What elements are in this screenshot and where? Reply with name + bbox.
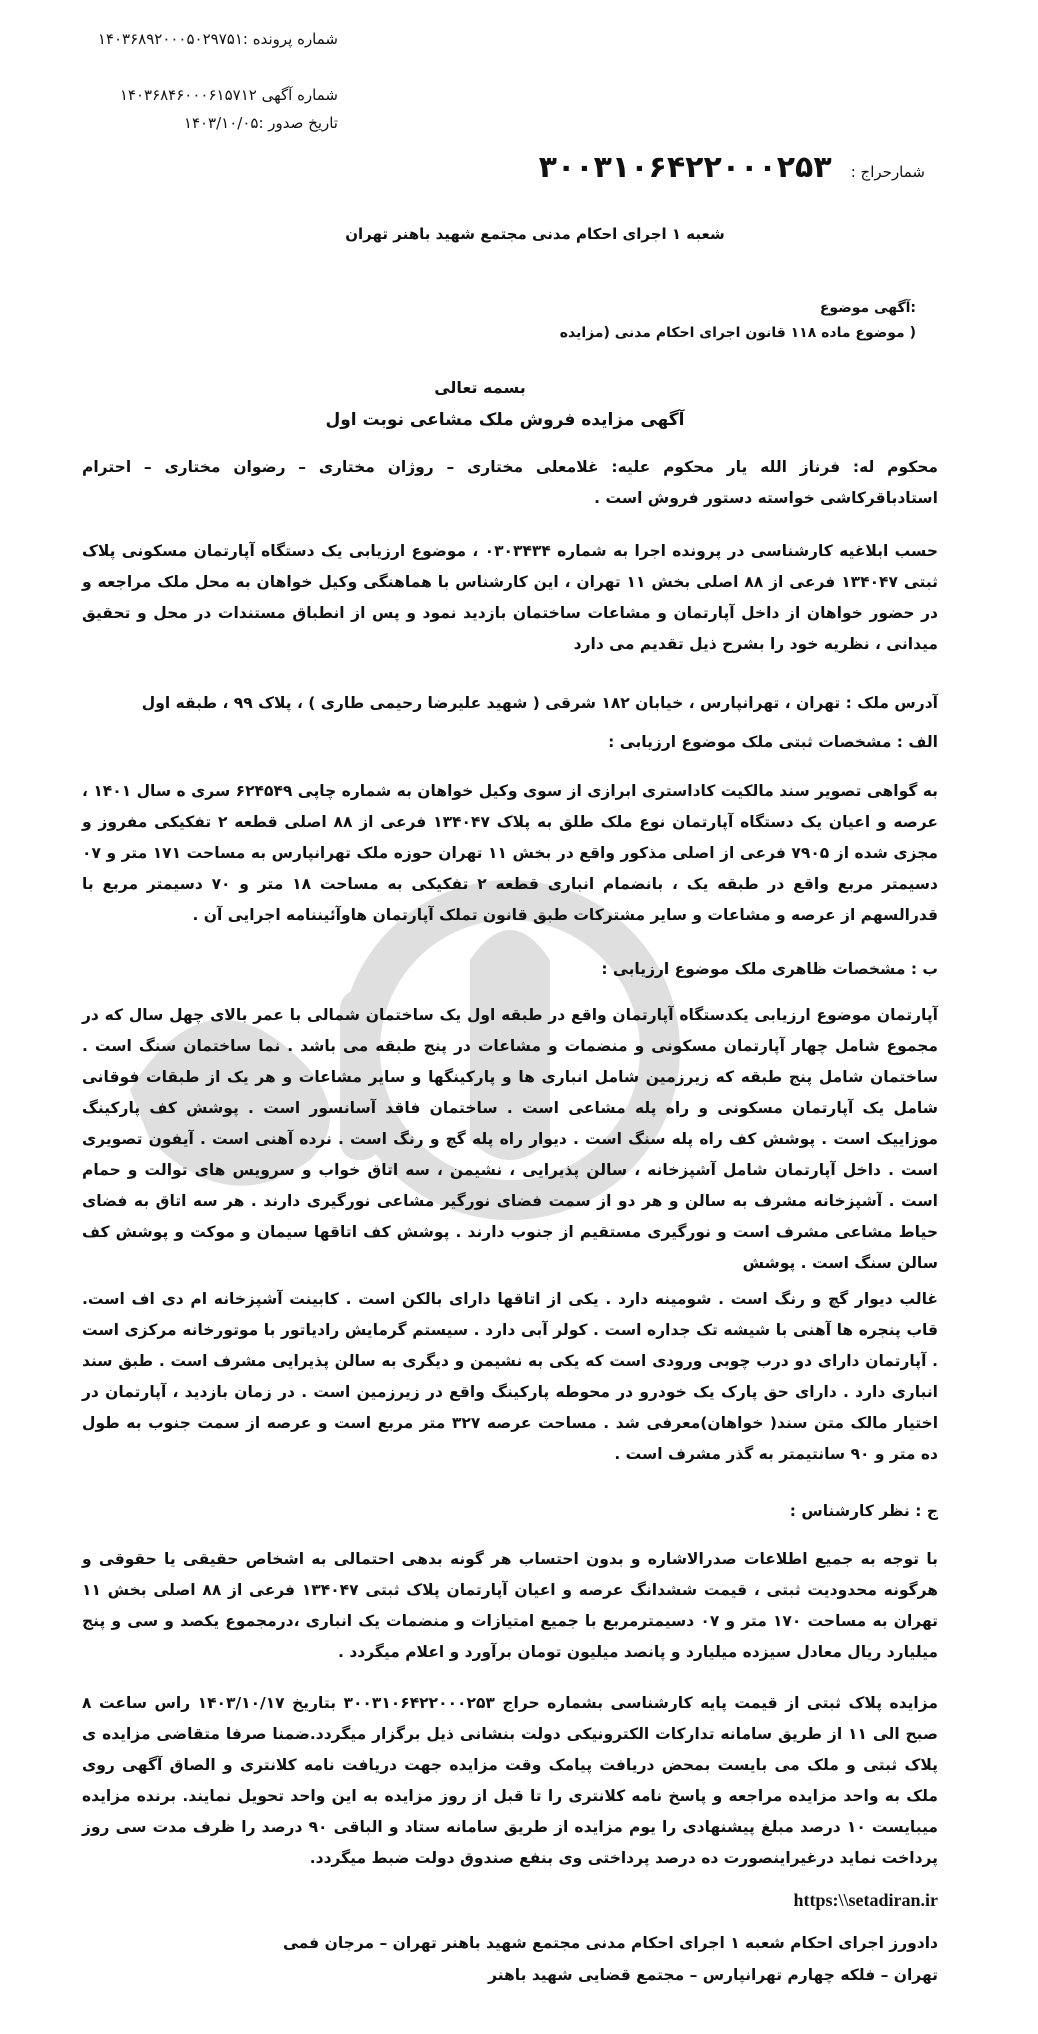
bismillah: بسمه تعالی (434, 378, 526, 397)
subject-text: ( موضوع ماده ۱۱۸ قانون اجرای احکام مدنی (مزایده (559, 325, 916, 341)
auction-number-label: شمارحراج : (850, 163, 925, 181)
section-alef-heading: الف : مشخصات ثبتی ملک موضوع ارزیابی : (608, 733, 938, 751)
setadiran-link[interactable]: https:\\setadiran.ir (793, 1890, 938, 1910)
address-paragraph: آدرس ملک : تهران ، تهرانپارس ، خیابان ۱۸۲ شرقی ( شهید علیرضا رحیمی طاری ) ، پلاک ۹۹ ، طبقه اول (141, 694, 938, 712)
footer-address: تهران – فلکه چهارم تهرانپارس – مجتمع قضایی شهید باهنر (488, 1966, 938, 1984)
expert-opinion-paragraph: با توجه به جمیع اطلاعات صدرالاشاره و بدون احتساب هر گونه بدهی احتمالی به اشخاص حقیقی یا حقوقی و هرگونه محدودیت ثبتی ، قیمت ششدانگ عرصه و اعیان آپارتمان پلاک ثبتی ۱۳۴۰۴۷ فرعی از ۸۸ اصلی بخش ۱۱ تهران به مساحت ۱۷۰ متر و ۰۷ دسیمترمربع با جمیع امتیازات و منضمات یک انباری ،درمجموع یکصد و سی و پنج میلیارد ریال معادل سیزده میلیارد و پانصد میلیون تومان برآورد و اعلام میگردد . (82, 1550, 939, 1661)
auction-number: ۳۰۰۳۱۰۶۴۲۲۰۰۰۲۵۳ (538, 150, 832, 185)
auction-terms-paragraph: مزایده پلاک ثبتی از قیمت پایه کارشناسی بشماره حراج ۳۰۰۳۱۰۶۴۲۲۰۰۰۲۵۳ بتاریخ ۱۴۰۳/۱۰/۱۷ راس ساعت ۸ صبح الی ۱۱ از طریق سامانه تدارکات الکترونیکی دولت بنشانی ذیل برگزار میگردد.ضمنا صرفا متقاضی مزایده ی پلاک ثبتی و ملک می بایست بمحض دریافت پیامک وقت مزایده جهت دریافت نامه کلانتری و الصاق آگهی روی ملک به واحد مزایده مراجعه و پاسخ نامه کلانتری را تا قبل از روز مزایده به این واحد تحویل نمایند. برنده مزایده میبایست ۱۰ درصد مبلغ پیشنهادی را یوم مزایده از طریق سامانه ستاد و الباقی ۹۰ درصد را ظرف مدت سی روز پرداخت نماید درغیراینصورت ده درصد پرداختی وی بنفع صندوق دولت ضبط میگردد. (82, 1694, 939, 1867)
registry-details-paragraph: به گواهی تصویر سند مالکیت کاداستری ابرازی از سوی وکیل خواهان به شماره چاپی ۶۲۴۵۴۹ سری ه سال ۱۴۰۱ ، عرصه و اعیان یک دستگاه آپارتمان نوع ملک طلق به پلاک ۱۳۴۰۴۷ فرعی از ۸۸ اصلی قطعه ۲ تفکیکی مفروز و مجزی شده از ۷۹۰۵ فرعی از اصلی مذکور واقع در بخش ۱۱ تهران حوزه ملک تهرانپارس به مساحت ۱۷۱ متر و ۰۷ دسیمتر مربع واقع در طبقه یک ، بانضمام انباری قطعه ۲ تفکیکی به مساحت ۱۸ متر و ۷۰ دسیمتر مربع با قدرالسهم از عرصه و مشاعات و سایر مشترکات طبق قانون تملک آپارتمان هاوآئیننامه اجرایی آن . (82, 782, 939, 924)
footer-officer: دادورز اجرای احکام شعبه ۱ اجرای احکام مدنی مجتمع شهید باهنر تهران – مرجان فمی (282, 1934, 938, 1952)
parties-paragraph: محکوم له: فرناز الله یار محکوم علیه: غلامعلی مختاری – روژان مختاری – رضوان مختاری – احترام استادباقرکاشی خواسته دستور فروش است . (82, 458, 938, 507)
branch-name: شعبه ۱ اجرای احکام مدنی مجتمع شهید باهنر تهران (345, 225, 725, 243)
subject-label: :آگهی موضوع (819, 300, 916, 316)
physical-details-continued-paragraph: غالب دیوار گچ و رنگ است . شومینه دارد . یکی از اتاقها دارای بالکن است . کابینت آشپزخانه ام دی اف است. قاب پنجره ها آهنی با شیشه تک جداره است . کولر آبی دارد . سیستم گرمایش رادیاتور با موتورخانه مرکزی است . آپارتمان دارای دو درب چوبی ورودی است که یکی به نشیمن و دیگری به سالن پذیرایی مشرف است . طبق سند انباری دارد . دارای حق پارک یک خودرو در محوطه پارکینگ واقع در زیرزمین است . در زمان بازدید ، آپارتمان در اختیار مالک متن سند( خواهان)معرفی شد . مساحت عرصه ۳۲۷ متر مربع است و عرصه از سمت جنوب به طول ده متر و ۹۰ سانتیمتر به گذر مشرف است . (82, 1290, 939, 1463)
auction-number-row (395, 150, 925, 185)
document-title: آگهی مزایده فروش ملک مشاعی نوبت اول (325, 410, 685, 430)
assessment-intro-paragraph: حسب ابلاغیه کارشناسی در پرونده اجرا به شماره ۰۳۰۳۴۳۴ ، موضوع ارزیابی یک دستگاه آپارتمان مسکونی پلاک ثبتی ۱۳۴۰۴۷ فرعی از ۸۸ اصلی بخش ۱۱ تهران ، این کارشناس با هماهنگی وکیل خواهان به محل ملک مراجعه و در حضور خواهان از داخل آپارتمان و مشاعات ساختمان بازدید نمود و پس از انطباق مستندات در محل و تحقیق میدانی ، نظریه خود را بشرح ذیل تقدیم می دارد (82, 542, 938, 653)
issue-date: تاریخ صدور :۱۴۰۳/۱۰/۰۵ (183, 114, 338, 132)
case-number: شماره پرونده :۱۴۰۳۶۸۹۲۰۰۰۵۰۲۹۷۵۱ (97, 30, 338, 48)
physical-details-paragraph: آپارتمان موضوع ارزیابی یکدستگاه آپارتمان واقع در طبقه اول یک ساختمان شمالی با عمر بالای چهل سال که در مجموع شامل چهار آپارتمان مسکونی و منضمات و مشاعات در پنج طبقه می باشد . نما ساختمان سنگ است . ساختمان شامل پنج طبقه که زیرزمین شامل انباری ها و پارکینگها و سایر مشاعات و هر یک از طبقات فوقانی شامل یک آپارتمان مسکونی و راه پله مشاعی است . ساختمان فاقد آسانسور است . پوشش کف پارکینگ موزاییک است . پوشش کف راه پله سنگ است . دیوار راه پله گچ و رنگ است . نرده آهنی است . آیفون تصویری است . داخل آپارتمان شامل آشپزخانه ، سالن پذیرایی ، نشیمن ، سه اتاق خواب و سرویس های توالت و حمام است . آشپزخانه مشرف به سالن و هر دو از سمت فضای نورگیر مشاعی نورگیری دارند . هر سه اتاق به فضای حیاط مشاعی مشرف است و نورگیری مستقیم از جنوب دارند . پوشش کف اتاقها سیمان و موکت و پوشش کف سالن سنگ است . پوشش (82, 1006, 938, 1272)
section-be-heading: ب : مشخصات ظاهری ملک موضوع ارزیابی : (601, 960, 938, 978)
ad-number: شماره آگهی ۱۴۰۳۶۸۴۶۰۰۰۶۱۵۷۱۲ (119, 86, 338, 104)
section-jim-heading: ج : نظر کارشناس : (789, 1502, 938, 1520)
